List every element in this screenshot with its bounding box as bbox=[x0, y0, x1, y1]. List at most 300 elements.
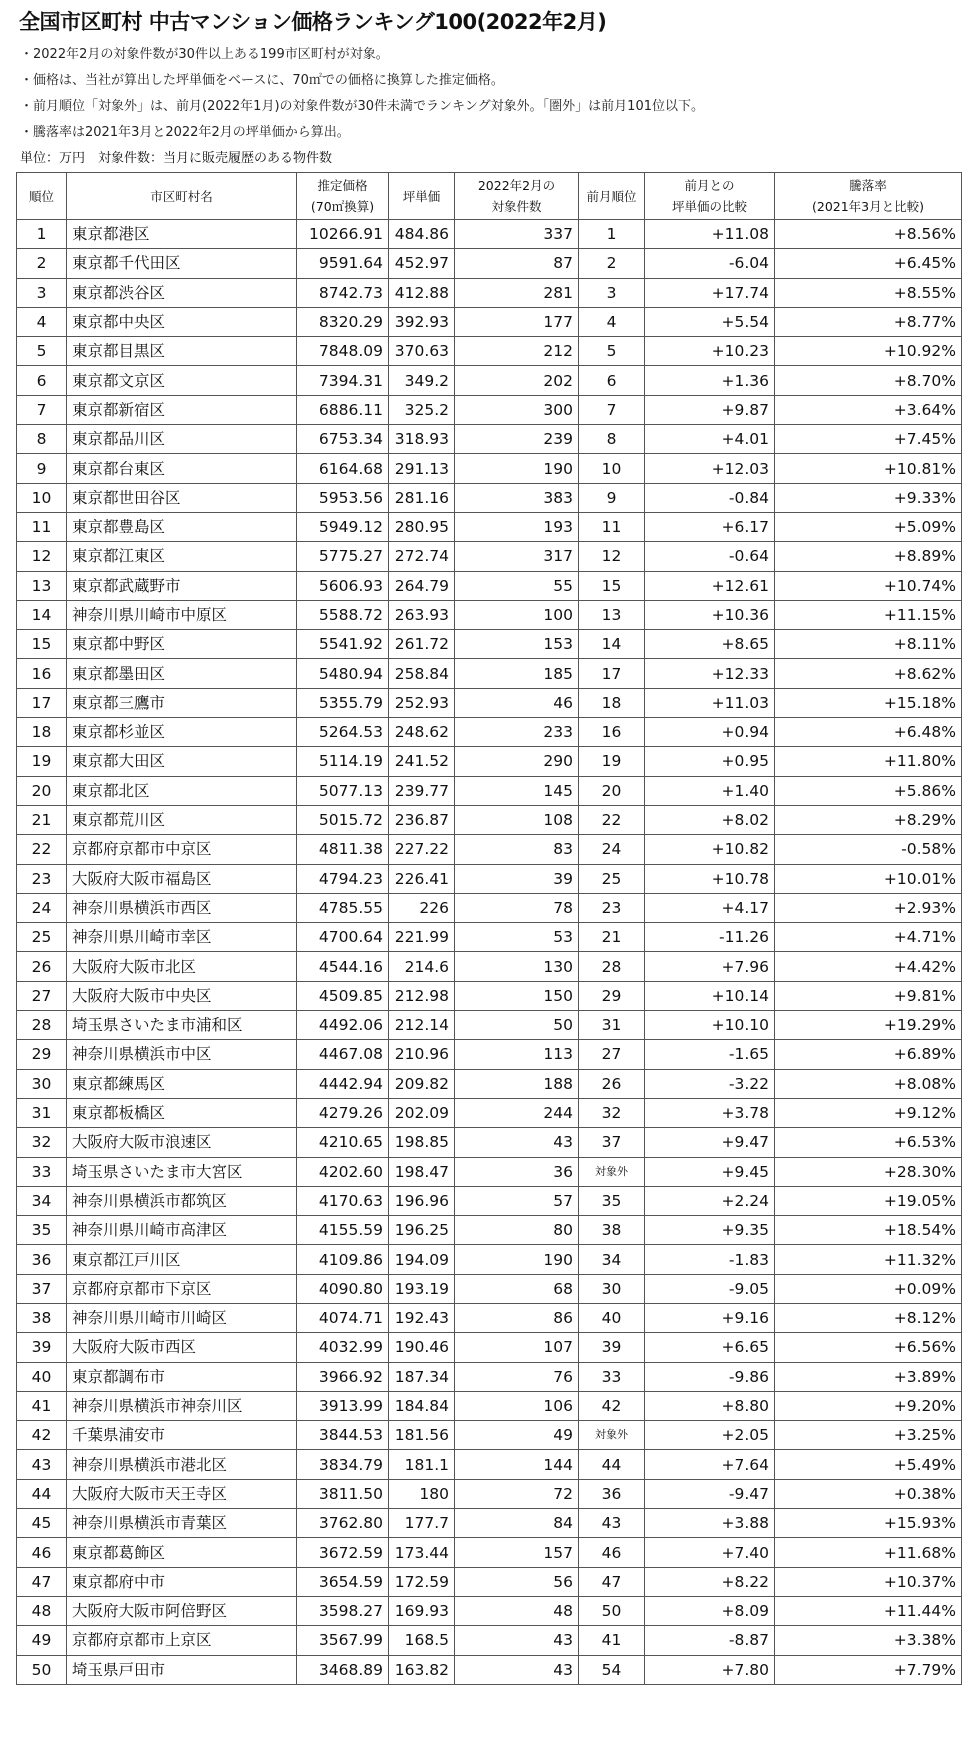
cell-count: 36 bbox=[455, 1157, 579, 1186]
cell-prev-rank: 30 bbox=[579, 1274, 645, 1303]
cell-diff: -8.87 bbox=[645, 1626, 775, 1655]
cell-prev-rank: 36 bbox=[579, 1479, 645, 1508]
cell-tsubo: 221.99 bbox=[389, 923, 455, 952]
cell-name: 大阪府大阪市浪速区 bbox=[67, 1128, 297, 1157]
cell-count: 233 bbox=[455, 718, 579, 747]
cell-diff: +1.40 bbox=[645, 776, 775, 805]
cell-rank: 10 bbox=[17, 483, 67, 512]
table-row bbox=[17, 1538, 962, 1567]
cell-name: 東京都港区 bbox=[67, 220, 297, 249]
cell-rank: 6 bbox=[17, 366, 67, 395]
cell-change: +7.79% bbox=[775, 1655, 962, 1684]
cell-change: +11.80% bbox=[775, 747, 962, 776]
cell-prev-rank: 31 bbox=[579, 1011, 645, 1040]
cell-rank: 44 bbox=[17, 1479, 67, 1508]
cell-price: 3966.92 bbox=[297, 1362, 389, 1391]
cell-diff: +9.16 bbox=[645, 1303, 775, 1332]
cell-name: 東京都目黒区 bbox=[67, 337, 297, 366]
cell-change: +10.92% bbox=[775, 337, 962, 366]
cell-price: 5355.79 bbox=[297, 688, 389, 717]
cell-change: +3.38% bbox=[775, 1626, 962, 1655]
cell-price: 6164.68 bbox=[297, 454, 389, 483]
cell-rank: 20 bbox=[17, 776, 67, 805]
table-row bbox=[17, 1626, 962, 1655]
cell-diff: +1.36 bbox=[645, 366, 775, 395]
cell-rank: 34 bbox=[17, 1186, 67, 1215]
cell-prev-rank: 6 bbox=[579, 366, 645, 395]
cell-change: +8.12% bbox=[775, 1303, 962, 1332]
cell-name: 神奈川県横浜市青葉区 bbox=[67, 1509, 297, 1538]
cell-prev-rank: 44 bbox=[579, 1450, 645, 1479]
cell-price: 5541.92 bbox=[297, 630, 389, 659]
cell-diff: -0.64 bbox=[645, 542, 775, 571]
table-row bbox=[17, 1333, 962, 1362]
cell-tsubo: 226.41 bbox=[389, 864, 455, 893]
cell-price: 3567.99 bbox=[297, 1626, 389, 1655]
cell-rank: 2 bbox=[17, 249, 67, 278]
cell-prev-rank: 47 bbox=[579, 1567, 645, 1596]
table-row bbox=[17, 1040, 962, 1069]
cell-name: 東京都府中市 bbox=[67, 1567, 297, 1596]
cell-name: 京都府京都市上京区 bbox=[67, 1626, 297, 1655]
cell-change: +8.08% bbox=[775, 1069, 962, 1098]
cell-prev-rank: 34 bbox=[579, 1245, 645, 1274]
cell-tsubo: 258.84 bbox=[389, 659, 455, 688]
cell-change: +8.55% bbox=[775, 278, 962, 307]
cell-diff: -9.05 bbox=[645, 1274, 775, 1303]
cell-diff: +10.82 bbox=[645, 835, 775, 864]
cell-diff: +9.47 bbox=[645, 1128, 775, 1157]
cell-change: +11.68% bbox=[775, 1538, 962, 1567]
cell-price: 3654.59 bbox=[297, 1567, 389, 1596]
cell-prev-rank: 2 bbox=[579, 249, 645, 278]
cell-change: +8.89% bbox=[775, 542, 962, 571]
cell-prev-rank: 3 bbox=[579, 278, 645, 307]
cell-price: 4210.65 bbox=[297, 1128, 389, 1157]
cell-rank: 18 bbox=[17, 718, 67, 747]
cell-rank: 30 bbox=[17, 1069, 67, 1098]
cell-rank: 47 bbox=[17, 1567, 67, 1596]
cell-diff: +10.14 bbox=[645, 981, 775, 1010]
cell-prev-rank: 対象外 bbox=[579, 1421, 645, 1450]
cell-change: +10.37% bbox=[775, 1567, 962, 1596]
cell-count: 145 bbox=[455, 776, 579, 805]
cell-change: +10.01% bbox=[775, 864, 962, 893]
cell-name: 神奈川県川崎市中原区 bbox=[67, 600, 297, 629]
cell-name: 京都府京都市中京区 bbox=[67, 835, 297, 864]
cell-rank: 40 bbox=[17, 1362, 67, 1391]
header-prev-rank: 前月順位 bbox=[579, 173, 645, 220]
cell-rank: 5 bbox=[17, 337, 67, 366]
cell-change: +11.32% bbox=[775, 1245, 962, 1274]
cell-diff: +3.78 bbox=[645, 1098, 775, 1127]
cell-tsubo: 180 bbox=[389, 1479, 455, 1508]
cell-name: 神奈川県横浜市都筑区 bbox=[67, 1186, 297, 1215]
cell-name: 神奈川県横浜市中区 bbox=[67, 1040, 297, 1069]
cell-count: 68 bbox=[455, 1274, 579, 1303]
cell-count: 239 bbox=[455, 425, 579, 454]
cell-rank: 41 bbox=[17, 1391, 67, 1420]
cell-prev-rank: 1 bbox=[579, 220, 645, 249]
cell-name: 東京都台東区 bbox=[67, 454, 297, 483]
cell-change: +18.54% bbox=[775, 1216, 962, 1245]
page-title: 全国市区町村 中古マンション価格ランキング100(2022年2月) bbox=[19, 10, 607, 34]
cell-count: 76 bbox=[455, 1362, 579, 1391]
cell-tsubo: 392.93 bbox=[389, 307, 455, 336]
cell-price: 4279.26 bbox=[297, 1098, 389, 1127]
cell-count: 106 bbox=[455, 1391, 579, 1420]
cell-diff: -3.22 bbox=[645, 1069, 775, 1098]
cell-tsubo: 227.22 bbox=[389, 835, 455, 864]
cell-change: +11.15% bbox=[775, 600, 962, 629]
cell-tsubo: 196.25 bbox=[389, 1216, 455, 1245]
cell-name: 東京都江東区 bbox=[67, 542, 297, 571]
notes-list bbox=[20, 42, 978, 146]
cell-diff: +9.35 bbox=[645, 1216, 775, 1245]
cell-tsubo: 202.09 bbox=[389, 1098, 455, 1127]
cell-diff: +8.65 bbox=[645, 630, 775, 659]
cell-count: 144 bbox=[455, 1450, 579, 1479]
cell-prev-rank: 43 bbox=[579, 1509, 645, 1538]
cell-change: +28.30% bbox=[775, 1157, 962, 1186]
cell-prev-rank: 23 bbox=[579, 893, 645, 922]
table-row bbox=[17, 718, 962, 747]
cell-name: 東京都武蔵野市 bbox=[67, 571, 297, 600]
note-item: ・ 価格は、当社が算出した坪単価をベースに、70㎡での価格に換算した推定価格。 bbox=[20, 68, 978, 94]
cell-tsubo: 194.09 bbox=[389, 1245, 455, 1274]
cell-prev-rank: 12 bbox=[579, 542, 645, 571]
cell-prev-rank: 9 bbox=[579, 483, 645, 512]
cell-price: 5949.12 bbox=[297, 512, 389, 541]
cell-tsubo: 210.96 bbox=[389, 1040, 455, 1069]
table-row bbox=[17, 1011, 962, 1040]
cell-prev-rank: 8 bbox=[579, 425, 645, 454]
cell-rank: 49 bbox=[17, 1626, 67, 1655]
cell-price: 5588.72 bbox=[297, 600, 389, 629]
cell-count: 190 bbox=[455, 1245, 579, 1274]
cell-name: 埼玉県戸田市 bbox=[67, 1655, 297, 1684]
cell-price: 3834.79 bbox=[297, 1450, 389, 1479]
cell-prev-rank: 21 bbox=[579, 923, 645, 952]
cell-price: 4442.94 bbox=[297, 1069, 389, 1098]
cell-prev-rank: 16 bbox=[579, 718, 645, 747]
table-row bbox=[17, 952, 962, 981]
cell-tsubo: 248.62 bbox=[389, 718, 455, 747]
cell-diff: +9.45 bbox=[645, 1157, 775, 1186]
cell-rank: 28 bbox=[17, 1011, 67, 1040]
cell-rank: 38 bbox=[17, 1303, 67, 1332]
cell-prev-rank: 28 bbox=[579, 952, 645, 981]
cell-rank: 48 bbox=[17, 1596, 67, 1625]
cell-price: 4700.64 bbox=[297, 923, 389, 952]
table-row bbox=[17, 1186, 962, 1215]
cell-name: 神奈川県川崎市幸区 bbox=[67, 923, 297, 952]
cell-prev-rank: 15 bbox=[579, 571, 645, 600]
table-header-row bbox=[17, 173, 962, 220]
cell-price: 6886.11 bbox=[297, 395, 389, 424]
cell-tsubo: 214.6 bbox=[389, 952, 455, 981]
cell-change: -0.58% bbox=[775, 835, 962, 864]
cell-change: +9.33% bbox=[775, 483, 962, 512]
cell-change: +3.25% bbox=[775, 1421, 962, 1450]
cell-count: 190 bbox=[455, 454, 579, 483]
cell-rank: 14 bbox=[17, 600, 67, 629]
cell-diff: +8.80 bbox=[645, 1391, 775, 1420]
cell-name: 東京都文京区 bbox=[67, 366, 297, 395]
cell-name: 東京都大田区 bbox=[67, 747, 297, 776]
cell-rank: 42 bbox=[17, 1421, 67, 1450]
cell-count: 100 bbox=[455, 600, 579, 629]
cell-rank: 3 bbox=[17, 278, 67, 307]
cell-count: 46 bbox=[455, 688, 579, 717]
table-row bbox=[17, 659, 962, 688]
cell-prev-rank: 7 bbox=[579, 395, 645, 424]
cell-prev-rank: 29 bbox=[579, 981, 645, 1010]
cell-diff: -9.86 bbox=[645, 1362, 775, 1391]
cell-name: 東京都渋谷区 bbox=[67, 278, 297, 307]
cell-prev-rank: 24 bbox=[579, 835, 645, 864]
cell-rank: 13 bbox=[17, 571, 67, 600]
cell-tsubo: 280.95 bbox=[389, 512, 455, 541]
cell-name: 東京都中央区 bbox=[67, 307, 297, 336]
cell-tsubo: 264.79 bbox=[389, 571, 455, 600]
cell-change: +10.81% bbox=[775, 454, 962, 483]
cell-price: 5480.94 bbox=[297, 659, 389, 688]
table-row bbox=[17, 307, 962, 336]
cell-change: +8.56% bbox=[775, 220, 962, 249]
cell-tsubo: 236.87 bbox=[389, 805, 455, 834]
cell-price: 5953.56 bbox=[297, 483, 389, 512]
cell-diff: +4.01 bbox=[645, 425, 775, 454]
cell-count: 212 bbox=[455, 337, 579, 366]
cell-tsubo: 187.34 bbox=[389, 1362, 455, 1391]
cell-price: 5264.53 bbox=[297, 718, 389, 747]
cell-tsubo: 412.88 bbox=[389, 278, 455, 307]
cell-name: 神奈川県川崎市川崎区 bbox=[67, 1303, 297, 1332]
cell-diff: +7.64 bbox=[645, 1450, 775, 1479]
cell-price: 7394.31 bbox=[297, 366, 389, 395]
cell-rank: 31 bbox=[17, 1098, 67, 1127]
cell-change: +0.38% bbox=[775, 1479, 962, 1508]
cell-change: +7.45% bbox=[775, 425, 962, 454]
table-row bbox=[17, 600, 962, 629]
cell-count: 193 bbox=[455, 512, 579, 541]
cell-diff: +7.96 bbox=[645, 952, 775, 981]
cell-name: 東京都墨田区 bbox=[67, 659, 297, 688]
cell-price: 3672.59 bbox=[297, 1538, 389, 1567]
cell-rank: 39 bbox=[17, 1333, 67, 1362]
cell-diff: +8.22 bbox=[645, 1567, 775, 1596]
cell-name: 京都府京都市下京区 bbox=[67, 1274, 297, 1303]
cell-change: +6.56% bbox=[775, 1333, 962, 1362]
header-tsubo: 坪単価 bbox=[389, 173, 455, 220]
cell-change: +4.42% bbox=[775, 952, 962, 981]
cell-price: 5775.27 bbox=[297, 542, 389, 571]
cell-change: +6.53% bbox=[775, 1128, 962, 1157]
cell-rank: 33 bbox=[17, 1157, 67, 1186]
cell-name: 神奈川県横浜市西区 bbox=[67, 893, 297, 922]
cell-tsubo: 193.19 bbox=[389, 1274, 455, 1303]
table-row bbox=[17, 747, 962, 776]
cell-tsubo: 168.5 bbox=[389, 1626, 455, 1655]
cell-prev-rank: 対象外 bbox=[579, 1157, 645, 1186]
cell-tsubo: 212.98 bbox=[389, 981, 455, 1010]
cell-prev-rank: 4 bbox=[579, 307, 645, 336]
cell-name: 埼玉県さいたま市浦和区 bbox=[67, 1011, 297, 1040]
table-row bbox=[17, 337, 962, 366]
cell-price: 3468.89 bbox=[297, 1655, 389, 1684]
cell-price: 4509.85 bbox=[297, 981, 389, 1010]
cell-rank: 45 bbox=[17, 1509, 67, 1538]
cell-tsubo: 209.82 bbox=[389, 1069, 455, 1098]
cell-diff: -9.47 bbox=[645, 1479, 775, 1508]
cell-diff: +12.03 bbox=[645, 454, 775, 483]
note-item: ・ 騰落率は2021年3月と2022年2月の坪単価から算出。 bbox=[20, 120, 978, 146]
cell-diff: +5.54 bbox=[645, 307, 775, 336]
cell-count: 43 bbox=[455, 1655, 579, 1684]
cell-tsubo: 349.2 bbox=[389, 366, 455, 395]
cell-prev-rank: 38 bbox=[579, 1216, 645, 1245]
cell-prev-rank: 54 bbox=[579, 1655, 645, 1684]
cell-rank: 25 bbox=[17, 923, 67, 952]
cell-tsubo: 291.13 bbox=[389, 454, 455, 483]
cell-change: +5.09% bbox=[775, 512, 962, 541]
cell-rank: 50 bbox=[17, 1655, 67, 1684]
cell-count: 107 bbox=[455, 1333, 579, 1362]
cell-name: 大阪府大阪市西区 bbox=[67, 1333, 297, 1362]
cell-rank: 32 bbox=[17, 1128, 67, 1157]
cell-diff: +12.61 bbox=[645, 571, 775, 600]
cell-tsubo: 252.93 bbox=[389, 688, 455, 717]
cell-change: +15.93% bbox=[775, 1509, 962, 1538]
cell-count: 43 bbox=[455, 1626, 579, 1655]
cell-count: 108 bbox=[455, 805, 579, 834]
table-row bbox=[17, 688, 962, 717]
cell-count: 50 bbox=[455, 1011, 579, 1040]
cell-tsubo: 173.44 bbox=[389, 1538, 455, 1567]
cell-diff: +9.87 bbox=[645, 395, 775, 424]
table-row bbox=[17, 1450, 962, 1479]
cell-diff: +6.17 bbox=[645, 512, 775, 541]
table-row bbox=[17, 278, 962, 307]
cell-rank: 23 bbox=[17, 864, 67, 893]
table-row bbox=[17, 1274, 962, 1303]
cell-change: +6.89% bbox=[775, 1040, 962, 1069]
cell-change: +8.77% bbox=[775, 307, 962, 336]
cell-diff: +0.95 bbox=[645, 747, 775, 776]
cell-count: 113 bbox=[455, 1040, 579, 1069]
cell-count: 337 bbox=[455, 220, 579, 249]
table-row bbox=[17, 835, 962, 864]
cell-tsubo: 484.86 bbox=[389, 220, 455, 249]
cell-rank: 46 bbox=[17, 1538, 67, 1567]
table-row bbox=[17, 425, 962, 454]
cell-rank: 16 bbox=[17, 659, 67, 688]
table-row bbox=[17, 454, 962, 483]
cell-count: 56 bbox=[455, 1567, 579, 1596]
table-row bbox=[17, 1157, 962, 1186]
cell-count: 86 bbox=[455, 1303, 579, 1332]
cell-change: +4.71% bbox=[775, 923, 962, 952]
cell-tsubo: 318.93 bbox=[389, 425, 455, 454]
table-row bbox=[17, 483, 962, 512]
ranking-table bbox=[16, 172, 962, 1685]
cell-rank: 22 bbox=[17, 835, 67, 864]
cell-count: 48 bbox=[455, 1596, 579, 1625]
cell-name: 東京都練馬区 bbox=[67, 1069, 297, 1098]
cell-count: 53 bbox=[455, 923, 579, 952]
table-row bbox=[17, 366, 962, 395]
cell-tsubo: 177.7 bbox=[389, 1509, 455, 1538]
cell-price: 8320.29 bbox=[297, 307, 389, 336]
cell-prev-rank: 17 bbox=[579, 659, 645, 688]
cell-rank: 15 bbox=[17, 630, 67, 659]
cell-tsubo: 281.16 bbox=[389, 483, 455, 512]
cell-count: 150 bbox=[455, 981, 579, 1010]
cell-diff: +10.10 bbox=[645, 1011, 775, 1040]
cell-count: 244 bbox=[455, 1098, 579, 1127]
cell-count: 153 bbox=[455, 630, 579, 659]
cell-change: +6.48% bbox=[775, 718, 962, 747]
cell-price: 4074.71 bbox=[297, 1303, 389, 1332]
cell-diff: +8.02 bbox=[645, 805, 775, 834]
header-diff: 前月との 坪単価の比較 bbox=[645, 173, 775, 220]
cell-price: 4811.38 bbox=[297, 835, 389, 864]
cell-diff: +8.09 bbox=[645, 1596, 775, 1625]
cell-rank: 8 bbox=[17, 425, 67, 454]
cell-price: 8742.73 bbox=[297, 278, 389, 307]
cell-price: 4155.59 bbox=[297, 1216, 389, 1245]
cell-change: +3.64% bbox=[775, 395, 962, 424]
table-body bbox=[17, 220, 962, 1685]
cell-tsubo: 241.52 bbox=[389, 747, 455, 776]
cell-prev-rank: 35 bbox=[579, 1186, 645, 1215]
cell-name: 東京都豊島区 bbox=[67, 512, 297, 541]
cell-change: +8.11% bbox=[775, 630, 962, 659]
cell-count: 157 bbox=[455, 1538, 579, 1567]
cell-name: 東京都江戸川区 bbox=[67, 1245, 297, 1274]
cell-change: +8.62% bbox=[775, 659, 962, 688]
cell-count: 290 bbox=[455, 747, 579, 776]
cell-name: 大阪府大阪市天王寺区 bbox=[67, 1479, 297, 1508]
cell-rank: 37 bbox=[17, 1274, 67, 1303]
table-row bbox=[17, 923, 962, 952]
table-row bbox=[17, 630, 962, 659]
cell-prev-rank: 13 bbox=[579, 600, 645, 629]
cell-count: 78 bbox=[455, 893, 579, 922]
cell-price: 5015.72 bbox=[297, 805, 389, 834]
cell-prev-rank: 39 bbox=[579, 1333, 645, 1362]
cell-price: 4492.06 bbox=[297, 1011, 389, 1040]
cell-diff: +2.05 bbox=[645, 1421, 775, 1450]
cell-count: 80 bbox=[455, 1216, 579, 1245]
cell-rank: 17 bbox=[17, 688, 67, 717]
cell-rank: 35 bbox=[17, 1216, 67, 1245]
cell-tsubo: 452.97 bbox=[389, 249, 455, 278]
cell-price: 5114.19 bbox=[297, 747, 389, 776]
cell-count: 43 bbox=[455, 1128, 579, 1157]
cell-prev-rank: 26 bbox=[579, 1069, 645, 1098]
cell-price: 10266.91 bbox=[297, 220, 389, 249]
table-row bbox=[17, 1655, 962, 1684]
cell-diff: +10.36 bbox=[645, 600, 775, 629]
table-row bbox=[17, 1509, 962, 1538]
cell-name: 東京都板橋区 bbox=[67, 1098, 297, 1127]
table-row bbox=[17, 395, 962, 424]
cell-rank: 26 bbox=[17, 952, 67, 981]
cell-change: +19.05% bbox=[775, 1186, 962, 1215]
cell-tsubo: 192.43 bbox=[389, 1303, 455, 1332]
